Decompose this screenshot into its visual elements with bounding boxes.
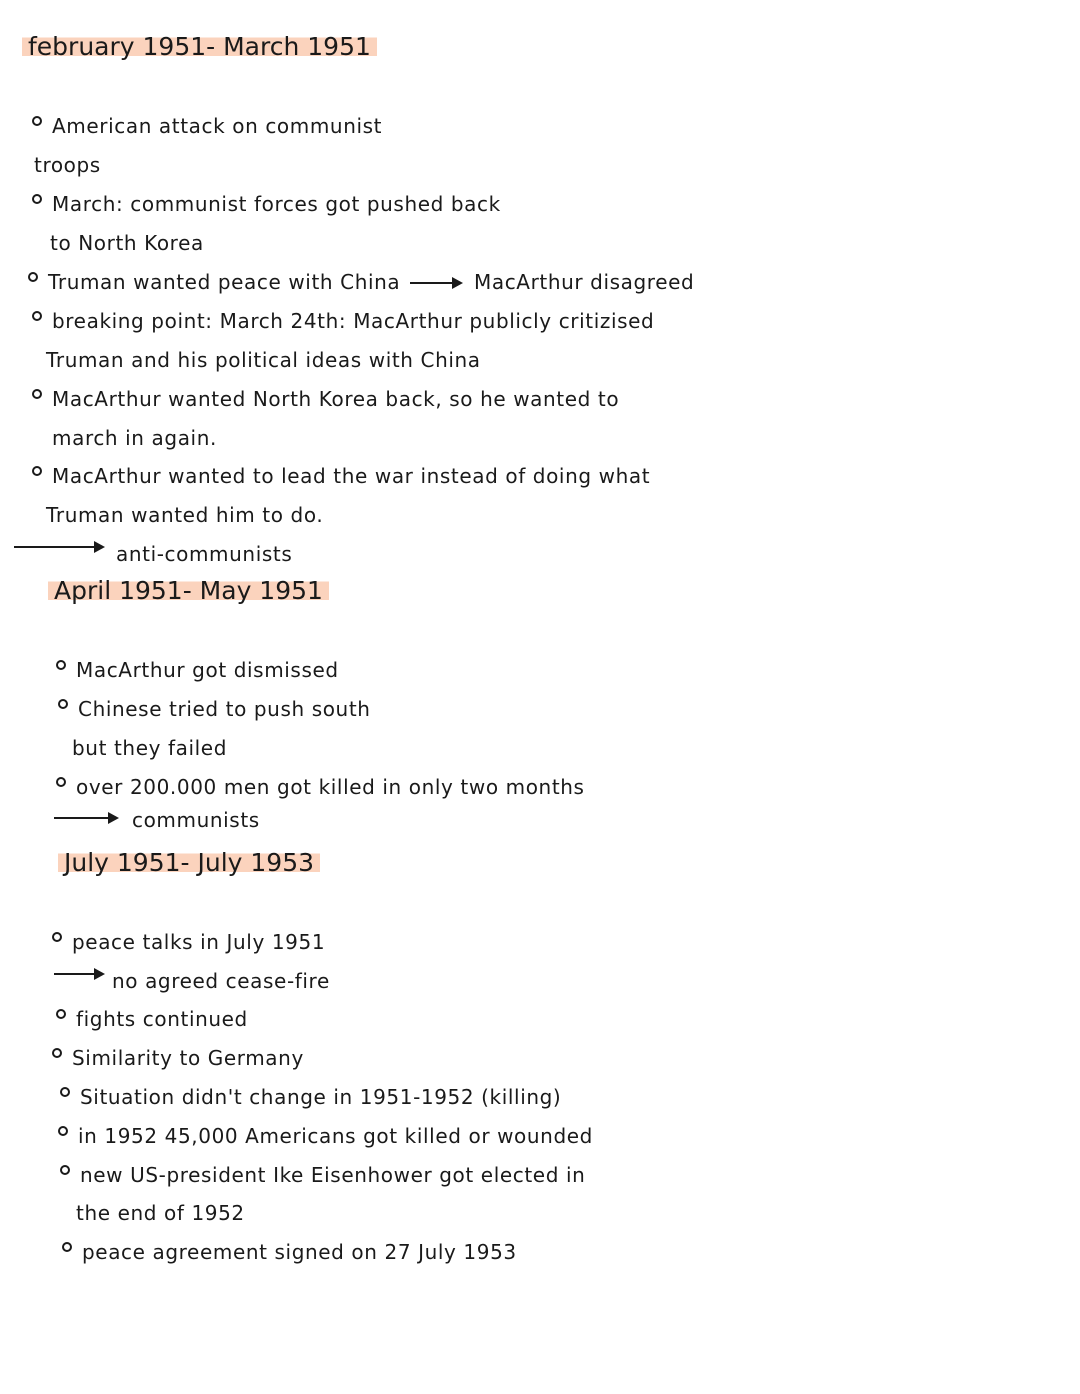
note-line: to North Korea [50,231,204,255]
note-line: Situation didn't change in 1951-1952 (killing) [80,1085,562,1109]
note-line: Truman wanted peace with China [48,270,401,294]
note-line: March: communist forces got pushed back [52,192,501,216]
note-line: MacArthur disagreed [474,270,695,294]
note-line: march in again. [52,426,217,450]
section-heading-jul-1951-jul-1953: July 1951- July 1953 [58,848,320,878]
note-line: Truman wanted him to do. [46,503,324,527]
note-line: Chinese tried to push south [78,697,371,721]
note-line: MacArthur wanted North Korea back, so he wanted to [52,387,620,411]
arrow-icon [410,282,460,284]
section-heading-feb-mar-1951: february 1951- March 1951 [22,32,377,62]
note-line: American attack on communist [52,114,383,138]
note-line: MacArthur wanted to lead the war instead of doing what [52,464,651,488]
note-line: troops [34,153,101,177]
note-line: new US-president Ike Eisenhower got elected in [80,1163,586,1187]
note-line: peace agreement signed on 27 July 1953 [82,1240,517,1264]
note-line: anti-communists [116,542,293,566]
section-heading-apr-may-1951: April 1951- May 1951 [48,576,329,606]
arrow-icon [14,546,102,548]
note-line: no agreed cease-fire [112,969,330,993]
note-line: fights continued [76,1007,248,1031]
arrow-icon [54,817,116,819]
note-line: but they failed [72,736,227,760]
note-line: MacArthur got dismissed [76,658,339,682]
note-line: in 1952 45,000 Americans got killed or wounded [78,1124,593,1148]
note-line: peace talks in July 1951 [72,930,326,954]
note-line: Similarity to Germany [72,1046,304,1070]
note-line: communists [132,808,260,832]
note-line: the end of 1952 [76,1201,245,1225]
note-line: breaking point: March 24th: MacArthur publicly critizised [52,309,655,333]
note-line: over 200.000 men got killed in only two months [76,775,585,799]
arrow-icon [54,973,102,975]
note-line: Truman and his political ideas with China [46,348,481,372]
